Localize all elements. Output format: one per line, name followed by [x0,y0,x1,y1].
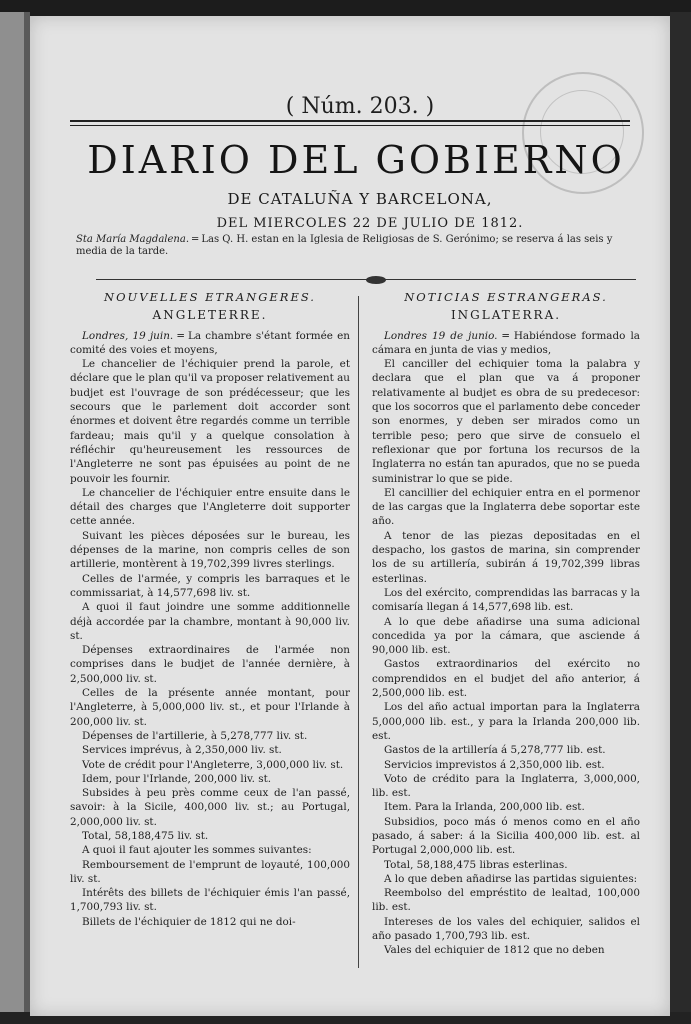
section-divider [96,276,636,284]
scan-right-border [670,12,691,1024]
french-paragraph: Billets de l'échiquier de 1812 qui ne doi- [82,915,296,928]
newspaper-title: DIARIO DEL GOBIERNO [87,138,625,182]
spanish-paragraph: El cancillier del echiquier entra en el pormenor de las cargas que la Inglaterra debe soportar este año. [372,486,640,528]
issue-date: DEL MIERCOLES 22 DE JULIO DE 1812. [216,216,524,231]
french-paragraph: A quoi il faut ajouter les sommes suivantes: [82,844,312,857]
spanish-country: INGLATERRA. [450,308,562,323]
saint-name: Sta María Magdalena. [76,234,189,245]
spanish-column [372,290,640,958]
saint-note: ═ Las Q. H. estan en la Iglesia de Religiosas de S. Gerónimo; se reserva á las seis y media de la tarde. [76,234,613,257]
spanish-paragraph-0: Londres 19 de junio. ═ Habiéndose formado la cámara en junta de vias y medios, [372,329,640,356]
french-paragraph: A quoi il faut joindre une somme additionnelle déjà accordée par la chambre, montant à 90,000 liv. st. [70,601,350,642]
spanish-paragraph: Gastos extraordinarios del exército no comprendidos en el budjet del año anterior, á 2,500,000 lib. est. [372,658,640,700]
spanish-paragraph: Servicios imprevistos á 2,350,000 lib. est. [384,758,605,771]
saint-of-day [76,234,638,258]
french-paragraph: Total, 58,188,475 liv. st. [82,829,209,842]
spanish-paragraph: El canciller del echiquier toma la palabra y declara que el plan que va á proponer relativamente al budjet es obra de su predecesor: que los socorros que el parlamento debe conceder son enormes, y deben ser mirados como un terrible peso; pero que sirve de consuelo el reflexionar que por fortuna los recursos de la Inglaterra no están tan apurados, que no se pueda suministrar lo que se pide. [372,358,640,485]
french-paragraph: Le chancelier de l'échiquier entre ensuite dans le détail des charges que l'Angleterre doit supporter cette année. [70,486,350,528]
french-paragraph: Remboursement de l'emprunt de loyauté, 100,000 liv. st. [70,858,350,885]
spanish-paragraph: Los del exército, comprendidas las barracas y la comisaría llegan á 14,577,698 lib. est. [372,586,640,614]
spanish-dateline: Londres 19 de junio. [384,329,498,342]
issue-number: ( Núm. 203. ) [285,94,435,119]
newspaper-page [30,16,670,1016]
french-paragraph: Dépenses extraordinaires de l'armée non comprises dans le budjet de l'année dernière, à 2,500,000 liv. st. [70,644,350,685]
french-paragraph: Celles de la présente année montant, pour l'Angleterre, à 5,000,000 liv. st., et pour l'Irlande à 200,000 liv. st. [70,687,350,728]
spanish-paragraph: Gastos de la artillería á 5,278,777 lib. est. [384,744,606,757]
french-paragraph: Services imprévus, à 2,350,000 liv. st. [82,744,282,757]
french-paragraph: Intérêts des billets de l'échiquier émis l'an passé, 1,700,793 liv. st. [70,887,350,914]
french-paragraph: Subsides à peu près comme ceux de l'an passé, savoir: à la Sicile, 400,000 liv. st.; au Portugal, 2,000,000 liv. st. [70,787,350,828]
french-paragraph: Dépenses de l'artillerie, à 5,278,777 liv. st. [82,729,308,742]
spanish-paragraph: A lo que debe añadirse una suma adicional concedida ya por la cámara, que asciende á 90,000 lib. est. [372,615,640,657]
french-heading: NOUVELLES ETRANGERES. [104,290,316,304]
french-paragraph: Vote de crédit pour l'Angleterre, 3,000,000 liv. st. [82,758,344,771]
french-paragraph-0: Londres, 19 juin. ═ La chambre s'étant formée en comité des voies et moyens, [70,329,350,356]
french-column [70,290,350,929]
french-paragraph: Suivant les pièces déposées sur le bureau, les dépenses de la marine, non compris celles de son artillerie, montèrent à 19,702,399 livres sterlings. [70,529,350,571]
spanish-paragraph: A tenor de las piezas depositadas en el despacho, los gastos de marina, sin comprender los de su artillería, subirán á 19,702,399 libras esterlinas. [372,529,640,585]
french-dateline: Londres, 19 juin. [82,329,174,342]
spanish-paragraph: Reembolso del empréstito de lealtad, 100,000 lib. est. [372,887,640,914]
spanish-heading: NOTICIAS ESTRANGERAS. [404,290,608,304]
french-country: ANGLETERRE. [152,308,268,323]
spanish-paragraph: Intereses de los vales del echiquier, salidos el año pasado 1,700,793 lib. est. [372,915,640,943]
spanish-paragraph: Voto de crédito para la Inglaterra, 3,000,000, lib. est. [372,772,640,800]
newspaper-subtitle: DE CATALUÑA Y BARCELONA, [227,190,493,208]
french-paragraph: Celles de l'armée, y compris les barraques et le commissariat, à 14,577,698 liv. st. [70,572,350,599]
spanish-paragraph: Total, 58,188,475 libras esterlinas. [384,858,568,871]
header-rule-top [70,120,630,122]
spanish-paragraph: Vales del echiquier de 1812 que no deben [384,944,605,957]
spanish-paragraph: Subsidios, poco más ó menos como en el año pasado, á saber: á la Sicilia 400,000 lib. est. al Portugal 2,000,000 lib. est. [372,815,640,857]
spanish-paragraph: Los del año actual importan para la Inglaterra 5,000,000 lib. est., y para la Irlanda 200,000 lib. est. [372,701,640,742]
french-paragraph: Le chancelier de l'échiquier prend la parole, et déclare que le plan qu'il va proposer relativement au budjet est l'ouvrage de son prédécesseur; que les secours que le parlement doit accorder sont énormes et doivent être regardés comme un terrible fardeau; mais qu'il y a quelque consolation à réfléchir qu'heureusement les ressources de l'Angleterre ne sont pas épuisées au point de ne pouvoir les fournir. [70,358,350,485]
header-rule-top-thin [70,125,630,126]
column-rule [358,296,359,968]
spanish-paragraph: A lo que deben añadirse las partidas siguientes: [384,872,638,885]
french-paragraph: Idem, pour l'Irlande, 200,000 liv. st. [82,772,272,785]
spanish-paragraph: Item. Para la Irlanda, 200,000 lib. est. [384,801,585,814]
